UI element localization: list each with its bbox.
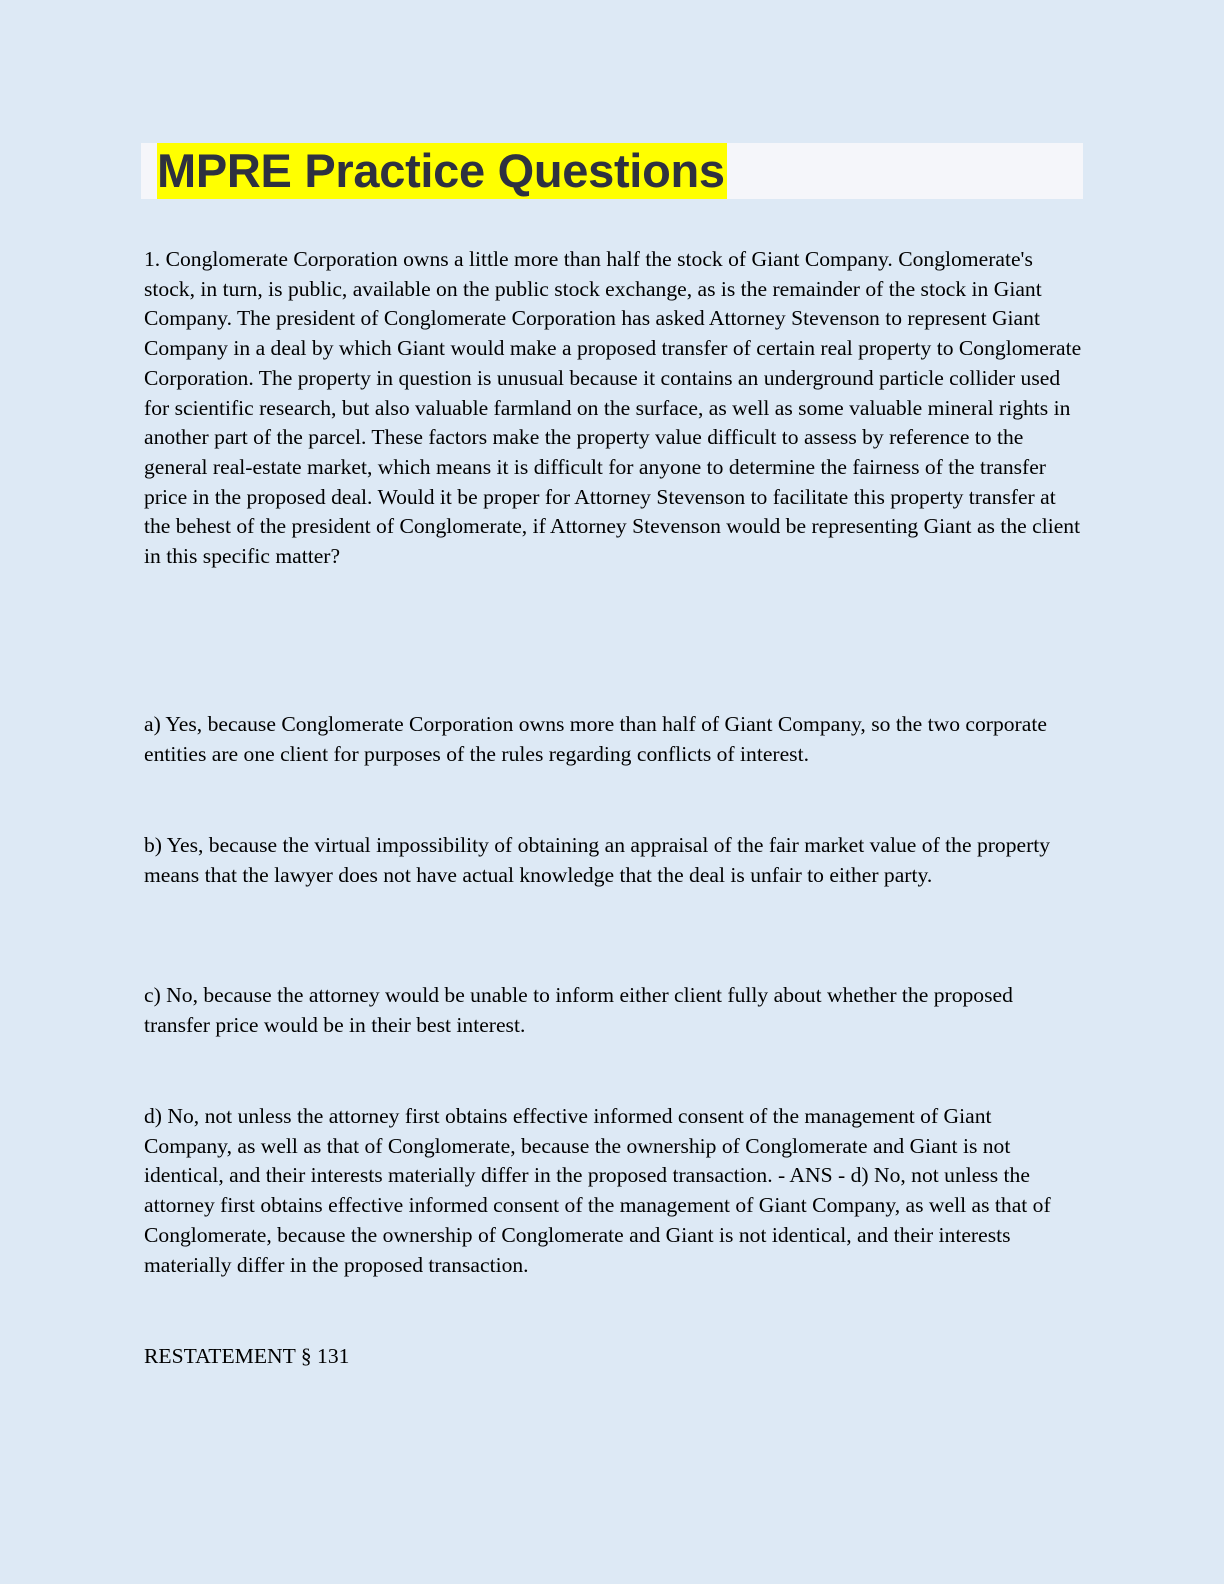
answer-option-c: c) No, because the attorney would be unable to inform either client fully about whether the proposed transfer price would be in their best interest.: [144, 983, 1013, 1037]
page-title: MPRE Practice Questions: [157, 144, 725, 197]
answer-option-b: b) Yes, because the virtual impossibility of obtaining an appraisal of the fair market value of the property means that the lawyer does not have actual knowledge that the deal is unfair to either party.: [144, 833, 1051, 887]
question-stem: 1. Conglomerate Corporation owns a little more than half the stock of Giant Company. Conglomerate's stock, in turn, is public, available on the public stock exchange, as is the remainder of the stock in Giant Company. The president of Conglomerate Corporation has asked Attorney Stevenson to represent Giant Company in a deal by which Giant would make a proposed transfer of certain real property to Conglomerate Corporation. The property in question is unusual because it contains an underground particle collider used for scientific research, but also valuable farmland on the surface, as well as some valuable mineral rights in another part of the parcel. These factors make the property value difficult to assess by reference to the general real-estate market, which means it is difficult for anyone to determine the fairness of the transfer price in the proposed deal. Would it be proper for Attorney Stevenson to facilitate this property transfer at the behest of the president of Conglomerate, if Attorney Stevenson would be representing Giant as the client in this specific matter?: [144, 247, 1082, 569]
title-band: [141, 143, 1083, 199]
answer-option-d-with-answer: d) No, not unless the attorney first obtains effective informed consent of the management of Giant Company, as well as that of Conglomerate, because the ownership of Conglomerate and Giant is not identical, and their interests materially differ in the proposed transaction. - ANS - d) No, not unless the attorney first obtains effective informed consent of the management of Giant Company, as well as that of Conglomerate, because the ownership of Conglomerate and Giant is not identical, and their interests materially differ in the proposed transaction.: [144, 1104, 1051, 1277]
reference-citation: RESTATEMENT § 131: [144, 1344, 350, 1368]
answer-option-a: a) Yes, because Conglomerate Corporation owns more than half of Giant Company, so the two corporate entities are one client for purposes of the rules regarding conflicts of interest.: [144, 712, 1047, 766]
